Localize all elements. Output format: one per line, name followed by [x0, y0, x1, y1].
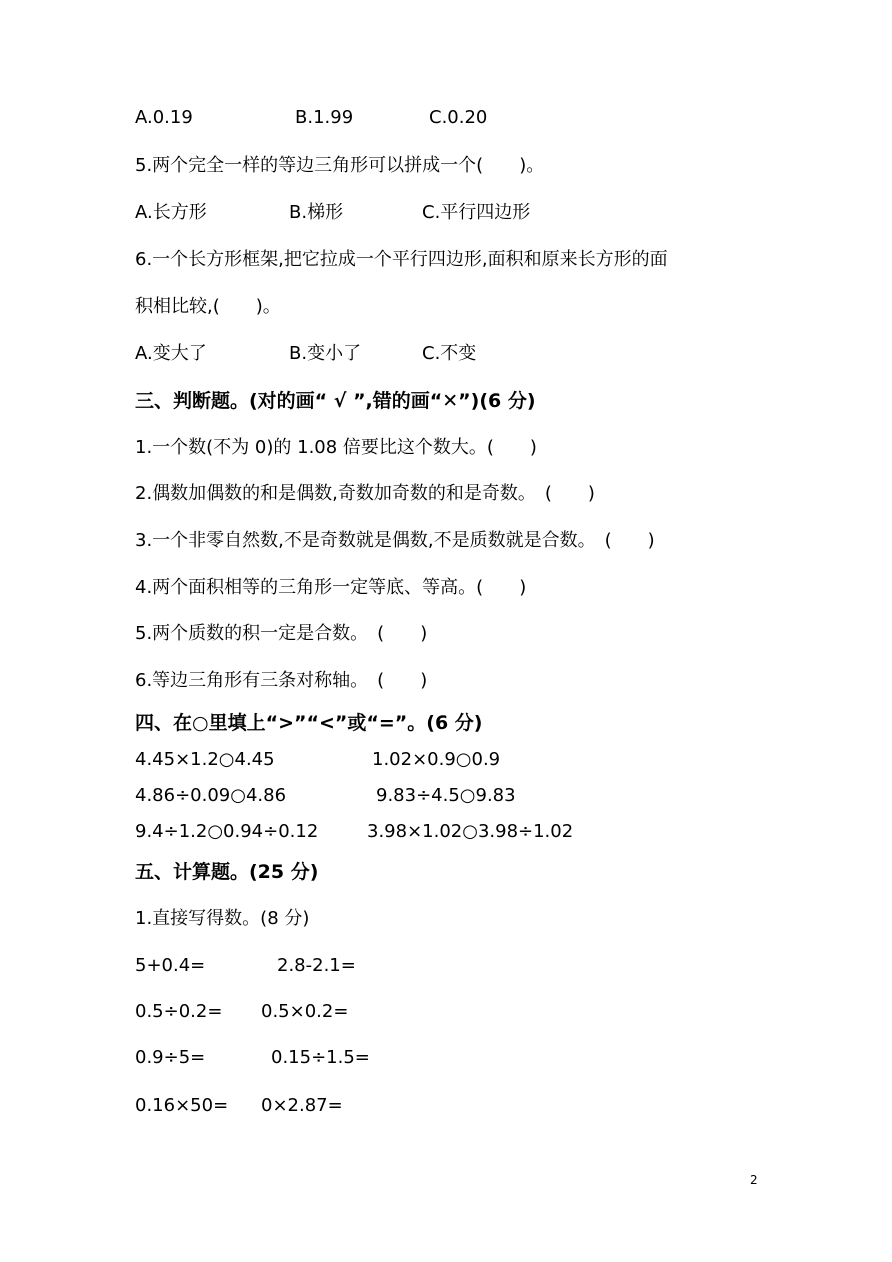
- option-a: A.0.19: [135, 107, 193, 128]
- compare-item: 9.83÷4.5○9.83: [376, 785, 516, 806]
- option-c: C.不变: [422, 343, 477, 364]
- calc-item: 0.15÷1.5=: [271, 1047, 370, 1068]
- option-a: A.长方形: [135, 202, 207, 223]
- compare-item: 1.02×0.9○0.9: [372, 749, 501, 770]
- q6-question-line1: 6.一个长方形框架,把它拉成一个平行四边形,面积和原来长方形的面: [135, 249, 668, 270]
- calc-item: 0.5÷0.2=: [135, 1001, 223, 1022]
- section5-title: 五、计算题。(25 分): [135, 861, 319, 883]
- judge-item-1: 1.一个数(不为 0)的 1.08 倍要比这个数大。( ): [135, 437, 537, 458]
- option-c: C.0.20: [429, 107, 488, 128]
- calc-item: 5+0.4=: [135, 955, 206, 976]
- q5-question: 5.两个完全一样的等边三角形可以拼成一个( )。: [135, 155, 545, 176]
- calc-item: 0.16×50=: [135, 1095, 229, 1116]
- q6-question-line2: 积相比较,( )。: [135, 296, 281, 317]
- compare-item: 9.4÷1.2○0.94÷0.12: [135, 821, 319, 842]
- judge-item-6: 6.等边三角形有三条对称轴。 ( ): [135, 670, 428, 691]
- judge-item-2: 2.偶数加偶数的和是偶数,奇数加奇数的和是奇数。 ( ): [135, 483, 595, 504]
- calc-item: 0×2.87=: [261, 1095, 343, 1116]
- judge-item-5: 5.两个质数的积一定是合数。 ( ): [135, 623, 428, 644]
- option-c: C.平行四边形: [422, 202, 531, 223]
- page-number: 2: [750, 1173, 758, 1187]
- option-a: A.变大了: [135, 343, 207, 364]
- option-b: B.梯形: [289, 202, 344, 223]
- compare-item: 4.86÷0.09○4.86: [135, 785, 287, 806]
- judge-item-3: 3.一个非零自然数,不是奇数就是偶数,不是质数就是合数。 ( ): [135, 530, 655, 551]
- section5-sub1-title: 1.直接写得数。(8 分): [135, 908, 310, 929]
- option-b: B.变小了: [289, 343, 362, 364]
- compare-item: 4.45×1.2○4.45: [135, 749, 275, 770]
- calc-item: 0.5×0.2=: [261, 1001, 349, 1022]
- compare-item: 3.98×1.02○3.98÷1.02: [367, 821, 574, 842]
- section4-title: 四、在○里填上“>”“<”或“=”。(6 分): [135, 712, 483, 734]
- calc-item: 2.8-2.1=: [277, 955, 356, 976]
- section3-title: 三、判断题。(对的画“ √ ”,错的画“✕”)(6 分): [135, 390, 536, 412]
- option-b: B.1.99: [295, 107, 354, 128]
- judge-item-4: 4.两个面积相等的三角形一定等底、等高。( ): [135, 577, 527, 598]
- calc-item: 0.9÷5=: [135, 1047, 206, 1068]
